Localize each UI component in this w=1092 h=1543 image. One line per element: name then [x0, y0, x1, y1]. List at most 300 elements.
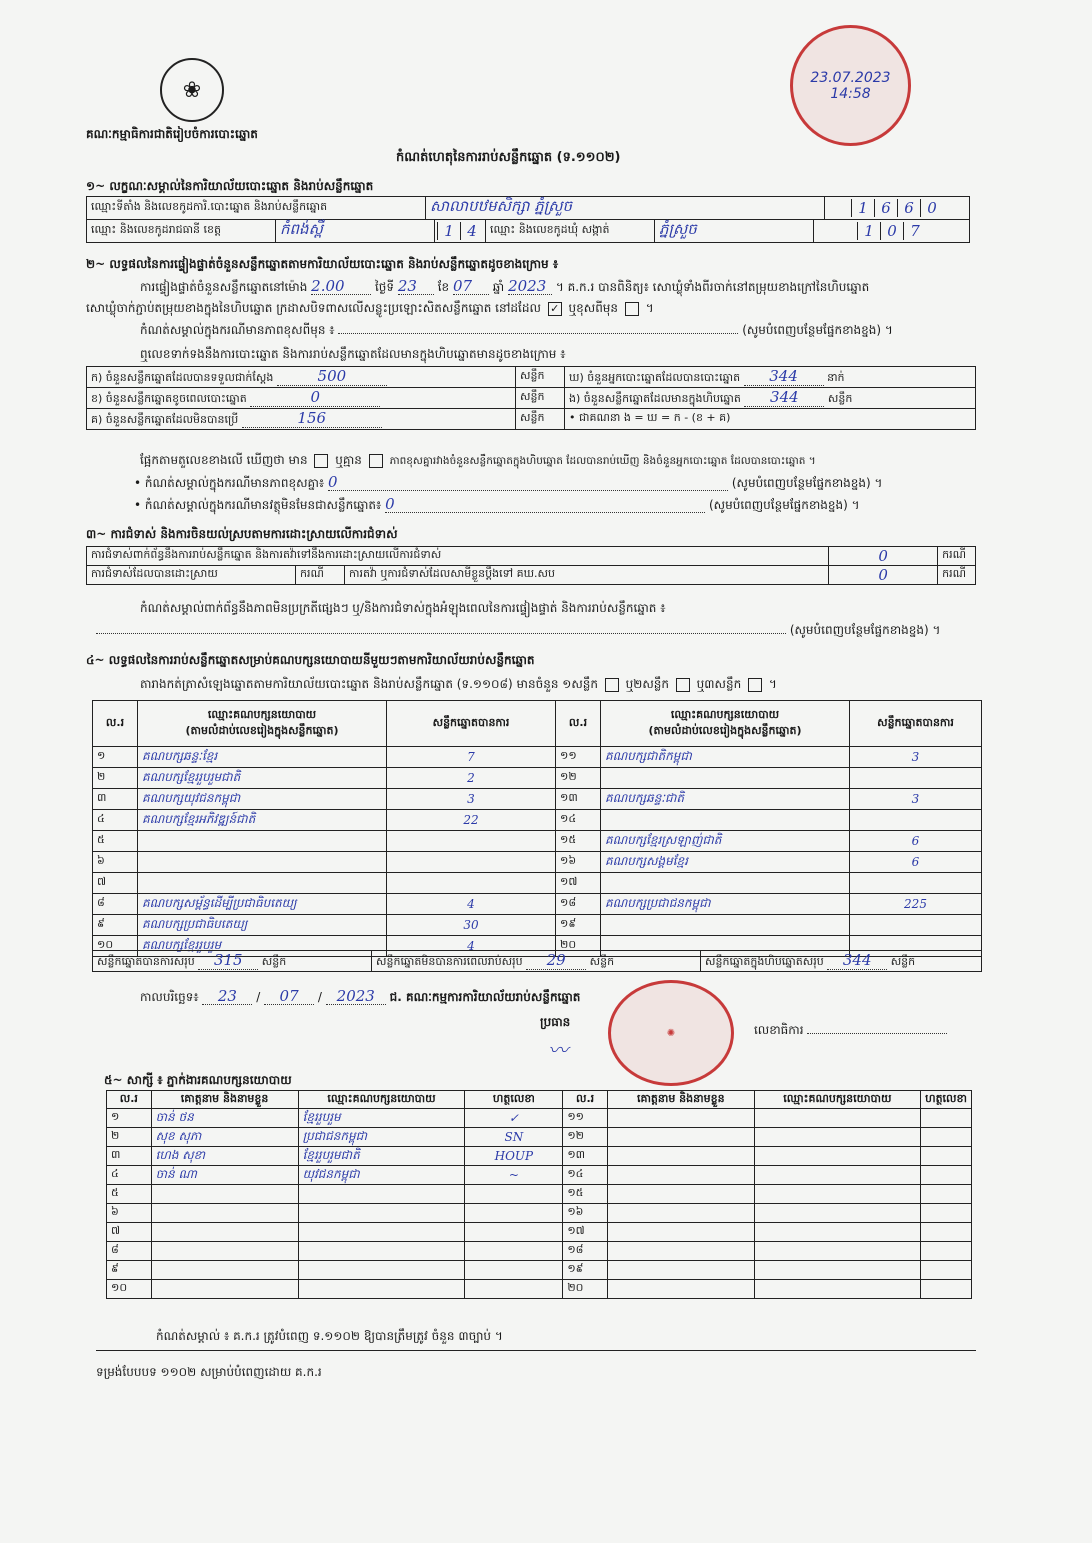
w-row-party — [298, 1242, 465, 1261]
s2-note-a — [134, 474, 882, 491]
w-row-party — [754, 1204, 920, 1223]
w-row-name — [607, 1242, 754, 1261]
w-row-sign — [921, 1242, 972, 1261]
received-stamp — [790, 25, 911, 146]
section5-heading: ៥~ សាក្សី ៖ ភ្នាក់ងារគណបក្សនយោបាយ — [104, 1073, 292, 1087]
table-row — [93, 894, 982, 915]
w-row-sign: HOUP — [465, 1147, 563, 1166]
w-row-name — [151, 1261, 298, 1280]
w-row-party: ប្រជាជនកម្ពុជា — [298, 1128, 465, 1147]
w-row-no: ១៩ — [563, 1261, 608, 1280]
w-row-no: ៦ — [107, 1204, 152, 1223]
s3-r1-value: 0 — [829, 547, 938, 566]
w-col-party-r: ឈ្មោះគណបក្សនយោបាយ — [754, 1091, 920, 1109]
table-row — [93, 873, 982, 894]
code-digit: 0 — [880, 222, 903, 240]
three-sheet-label: ឬ៣សន្លឹក — [696, 677, 742, 691]
s2-day: 23 — [398, 278, 434, 295]
date-month: 07 — [264, 988, 314, 1005]
w-row-party — [754, 1185, 920, 1204]
table-row — [107, 1204, 972, 1223]
s1-row1-label: ឈ្មោះទីតាំង និងលេខកូដការិ.បោះឆ្នោត និងរាប់សន្លឹកឆ្នោត — [87, 197, 426, 220]
note-a-value: 0 — [328, 474, 728, 491]
row-party — [601, 810, 850, 831]
code-digit: 1 — [857, 222, 880, 240]
section1-table — [86, 196, 970, 220]
row-no: ១៤ — [556, 810, 601, 831]
row-party: គណបក្សជាតិកម្ពុជា — [601, 747, 850, 768]
row-party — [138, 852, 387, 873]
s1-row1-code — [825, 197, 970, 220]
col-no-right: ល.រ — [556, 701, 601, 747]
stamp-date: 23.07.2023 — [810, 69, 891, 86]
row-party: គណបក្សយុវជនកម្ពុជា — [138, 789, 387, 810]
row-no: ១៥ — [556, 831, 601, 852]
row-votes: 225 — [850, 894, 982, 915]
w-row-sign — [465, 1185, 563, 1204]
table-row — [93, 810, 982, 831]
w-row-sign: ~ — [465, 1166, 563, 1185]
committee-label: ជ. គណៈកម្មការការិយាល័យរាប់សន្លឹកឆ្នោត — [389, 990, 581, 1004]
results-body — [93, 747, 982, 957]
s2-line2-text: សោឃ្លុំចាក់ភ្ជាប់តម្រុយខាងក្នុងនៃហិបឆ្នោត ក្រដាសបិទពាសលើសន្លូះប្រឡោះសិតសន្លឹកឆ្នោត នៅដដែល — [86, 301, 541, 315]
row-votes — [850, 810, 982, 831]
s2-line5-text: ផ្អែកតាមតួលេខខាងលើ ឃើញថា មាន — [140, 453, 308, 467]
fill-note: (សូមបំពេញបន្ថែមផ្នែកខាងខ្នង) ។ — [789, 623, 941, 637]
s2-line5 — [140, 452, 816, 469]
table-row — [93, 831, 982, 852]
s2-line1-tail: ។ គ.ក.រ បានពិនិត្យ៖ សោឃ្លុំទាំងពីរចាក់នៅតម្រុយខាងក្រៅនៃហិបឆ្នោត — [555, 280, 870, 294]
no-diff-label: ឬគ្មាន — [335, 453, 362, 467]
col-party-right — [601, 701, 850, 747]
row-party: គណបក្សឆន្ទៈជាតិ — [601, 789, 850, 810]
kh-unit: សន្លឹក — [516, 388, 565, 409]
w-row-sign: SN — [465, 1128, 563, 1147]
row-votes: 3 — [850, 747, 982, 768]
w-row-sign — [465, 1204, 563, 1223]
s2-line2: សោឃ្លុំចាក់ភ្ជាប់តម្រុយខាងក្នុងនៃហិបឆ្នោត ក្រដាសបិទពាសលើសន្លូះប្រឡោះសិតសន្លឹកឆ្នោត នៅដដែល ✓ ឬខុសពីមុន ។ — [86, 301, 654, 315]
s3-r2-unit-a: ករណី — [296, 566, 345, 585]
s2-line3-text: កំណត់សម្គាល់ក្នុងករណីមានភាពខុសពីមុន ៖ — [140, 323, 335, 337]
w-row-name — [151, 1185, 298, 1204]
total-box-label: សន្លឹកឆ្នោតក្នុងហិបឆ្នោតសរុប — [705, 955, 824, 968]
s2-year-label: ឆ្នាំ — [492, 280, 505, 294]
w-row-sign — [465, 1261, 563, 1280]
results-table — [92, 700, 982, 957]
s3-r2-label2: ការតវ៉ា ឬការជំទាស់ដែលសាមីខ្លួនប្តឹងទៅ គឃ.សប — [345, 566, 829, 585]
row-no: ៨ — [93, 894, 138, 915]
secretary-label: លេខាធិការ — [754, 1023, 804, 1037]
row-party — [138, 873, 387, 894]
row-votes: 2 — [387, 768, 556, 789]
w-row-name: ចាន់ ថន — [151, 1109, 298, 1128]
nec-logo-icon: ❀ — [160, 58, 224, 122]
table-row — [107, 1242, 972, 1261]
fill-note: (សូមបំពេញបន្ថែមផ្នែកខាងខ្នង) ។ — [742, 323, 893, 337]
ngg-unit: សន្លឹក — [827, 392, 853, 405]
row-no: ១១ — [556, 747, 601, 768]
section1-table-row2 — [86, 219, 970, 243]
s1-row2-value2: ភ្នំស្រួច — [655, 220, 814, 243]
s1-row2-label: ឈ្មោះ និងលេខកូដរាជធានី ខេត្ត — [87, 220, 276, 243]
row-votes: 3 — [850, 789, 982, 810]
row-party: គណបក្សខ្មែររួបរួម — [138, 936, 387, 957]
w-row-party — [298, 1185, 465, 1204]
w-row-party — [298, 1204, 465, 1223]
date-day: 23 — [202, 988, 252, 1005]
row-no: ៧ — [93, 873, 138, 894]
one-sheet-checkbox[interactable] — [605, 678, 619, 692]
section2-heading: ២~ លទ្ធផលនៃការផ្ទៀងផ្ទាត់ចំនួនសន្លឹកឆ្នោតតាមការិយាល័យបោះឆ្នោត និងរាប់សន្លឹកឆ្នោតដូចខាងក្រោម ៖ — [86, 257, 559, 271]
ngg-label: ង) ចំនួនសន្លឹកឆ្នោតដែលមានក្នុងហិបឆ្នោត — [569, 392, 741, 405]
chair-label: ប្រធាន — [540, 1015, 571, 1029]
total-invalid-unit: សន្លឹក — [589, 955, 615, 968]
w-row-no: ៥ — [107, 1185, 152, 1204]
footer-divider — [96, 1350, 976, 1351]
w-col-no-r: ល.រ — [563, 1091, 608, 1109]
col-party-sub: (តាមលំដាប់លេខរៀងក្នុងសន្លឹកឆ្នោត) — [185, 723, 339, 737]
w-row-sign — [921, 1128, 972, 1147]
date-label: កាលបរិច្ឆេទ៖ — [140, 990, 199, 1004]
g-value: 156 — [242, 409, 382, 428]
row-votes — [850, 873, 982, 894]
row-votes — [387, 852, 556, 873]
w-row-no: ៧ — [107, 1223, 152, 1242]
witness-body — [107, 1109, 972, 1299]
s3-note-line — [96, 622, 940, 638]
s5-footnote: កំណត់សម្គាល់ ៖ គ.ក.រ ត្រូវបំពេញ ទ.១១០២ ឱ្យបានត្រឹមត្រូវ ចំនួន ៣ច្បាប់ ។ — [156, 1329, 503, 1343]
row-no: ២០ — [556, 936, 601, 957]
fill-note: (សូមបំពេញបន្ថែមផ្នែកខាងខ្នង) ។ — [731, 476, 883, 490]
col-no: ល.រ — [93, 701, 138, 747]
row-no: ១០ — [93, 936, 138, 957]
s2-line3-dots — [338, 333, 738, 334]
g-label: គ) ចំនួនសន្លឹកឆ្នោតដែលមិនបានប្រើ — [91, 413, 239, 426]
s3-r2-unit-b: ករណី — [938, 566, 976, 585]
table-row — [107, 1280, 972, 1299]
s1-row1-value: សាលាបឋមសិក្សា ភ្នំស្រួច — [426, 197, 825, 220]
no-diff-checkbox[interactable] — [369, 454, 383, 468]
table-row — [107, 1166, 972, 1185]
g-unit: សន្លឹក — [516, 409, 565, 430]
row-votes — [850, 768, 982, 789]
s2-day-label: ថ្ងៃទី — [375, 280, 395, 294]
s2-line1-label: ការផ្ទៀងផ្ទាត់ចំនួនសន្លឹកឆ្នោតនៅម៉ោង — [140, 280, 308, 294]
diff-checkbox[interactable] — [625, 302, 639, 316]
w-row-party: ខ្មែររួបរួម — [298, 1109, 465, 1128]
w-row-name — [151, 1204, 298, 1223]
w-row-party — [754, 1280, 920, 1299]
w-row-no: ១១ — [563, 1109, 608, 1128]
row-votes: 7 — [387, 747, 556, 768]
w-row-party: ខ្មែររួបរួមជាតិ — [298, 1147, 465, 1166]
section1-heading: ១~ លក្ខណៈសម្គាល់នៃការិយាល័យបោះឆ្នោត និងរាប់សន្លឹកឆ្នោត — [86, 179, 374, 193]
row-votes: 4 — [387, 894, 556, 915]
w-row-sign — [921, 1223, 972, 1242]
ng-unit: នាក់ — [827, 371, 845, 384]
w-row-no: ១៨ — [563, 1242, 608, 1261]
w-row-no: ៨ — [107, 1242, 152, 1261]
table-row — [107, 1109, 972, 1128]
code-digit: 6 — [897, 199, 920, 217]
w-row-party — [754, 1128, 920, 1147]
code-digit: 0 — [920, 199, 943, 217]
w-row-party — [754, 1223, 920, 1242]
total-invalid-value: 29 — [526, 951, 586, 970]
row-party: គណបក្សខ្មែរអភិវឌ្ឍន៍ជាតិ — [138, 810, 387, 831]
w-col-no: ល.រ — [107, 1091, 152, 1109]
row-no: ១៣ — [556, 789, 601, 810]
row-no: ៥ — [93, 831, 138, 852]
total-valid-label: សន្លឹកឆ្នោតបានការសរុប — [97, 955, 195, 968]
row-party: គណបក្សសង្គមខ្មែរ — [601, 852, 850, 873]
w-row-sign — [921, 1147, 972, 1166]
row-no: ៣ — [93, 789, 138, 810]
code-digit: 4 — [460, 222, 483, 240]
s2-year: 2023 — [508, 278, 552, 295]
w-row-party — [298, 1280, 465, 1299]
s3-r2-value: 0 — [829, 566, 938, 585]
row-no: ១២ — [556, 768, 601, 789]
w-row-name — [607, 1166, 754, 1185]
table-row — [93, 915, 982, 936]
row-party: គណបក្សសម្ព័ន្ធដើម្បីប្រជាធិបតេយ្យ — [138, 894, 387, 915]
w-row-party — [298, 1223, 465, 1242]
total-valid-value: 315 — [198, 951, 258, 970]
w-row-name — [151, 1242, 298, 1261]
s4-sub-text: តារាងកត់ត្រាសំឡេងឆ្នោតតាមការិយាល័យបោះឆ្នោត និងរាប់សន្លឹកឆ្នោត (ទ.១១០៨) មានចំនួន ១សន្លឹក — [140, 677, 598, 691]
w-row-no: ១៧ — [563, 1223, 608, 1242]
col-party-sub: (តាមលំដាប់លេខរៀងក្នុងសន្លឹកឆ្នោត) — [648, 723, 802, 737]
s2-line3 — [140, 322, 893, 338]
w-row-party — [754, 1261, 920, 1280]
s2-count-table — [86, 366, 976, 430]
w-row-sign — [921, 1166, 972, 1185]
w-row-no: ១ — [107, 1109, 152, 1128]
row-votes: 6 — [850, 831, 982, 852]
s2-month-label: ខែ — [437, 280, 450, 294]
s2-line4: ឮលេខទាក់ទងនឹងការបោះឆ្នោត និងការរាប់សន្លឹកឆ្នោតដែលមានក្នុងហិបឆ្នោតមានដូចខាងក្រោម ៖ — [140, 347, 566, 361]
row-votes — [387, 831, 556, 852]
has-diff-checkbox[interactable] — [314, 454, 328, 468]
w-row-party — [754, 1166, 920, 1185]
w-row-name — [607, 1147, 754, 1166]
w-row-no: ១០ — [107, 1280, 152, 1299]
row-votes: 30 — [387, 915, 556, 936]
section4-heading: ៤~ លទ្ធផលនៃការរាប់សន្លឹកឆ្នោតសម្រាប់គណបក្សនយោបាយនីមួយៗតាមការិយាល័យរាប់សន្លឹកឆ្នោត — [86, 653, 535, 667]
row-party: គណបក្សឆន្ទៈខ្មែរ — [138, 747, 387, 768]
same-checkbox[interactable]: ✓ — [548, 302, 562, 316]
w-row-name — [607, 1261, 754, 1280]
chair-signature: 〰︎ — [548, 1038, 568, 1062]
row-no: ៦ — [93, 852, 138, 873]
section3-table — [86, 546, 976, 585]
ng-label: ឃ) ចំនួនអ្នកបោះឆ្នោតដែលបានបោះឆ្នោត — [569, 371, 741, 384]
w-row-sign — [465, 1223, 563, 1242]
two-sheet-label: ឬ២សន្លឹក — [625, 677, 670, 691]
row-votes: 22 — [387, 810, 556, 831]
row-no: ៤ — [93, 810, 138, 831]
s3-r1-unit: ករណី — [938, 547, 976, 566]
row-no: ៩ — [93, 915, 138, 936]
total-invalid-label: សន្លឹកឆ្នោតមិនបានការពេលរាប់សរុប — [376, 955, 523, 968]
table-row — [93, 747, 982, 768]
w-row-name — [151, 1223, 298, 1242]
col-votes-right: សន្លឹកឆ្នោតបានការ — [850, 701, 982, 747]
table-row — [107, 1128, 972, 1147]
w-row-no: ២០ — [563, 1280, 608, 1299]
w-row-no: ១៣ — [563, 1147, 608, 1166]
totals-table — [92, 950, 982, 972]
secretary-signature — [807, 1033, 947, 1034]
ng-value: 344 — [744, 367, 824, 386]
form-note: ទម្រង់បែបបទ ១១០២ សម្រាប់បំពេញដោយ គ.ក.រ — [96, 1365, 322, 1379]
w-row-party — [754, 1242, 920, 1261]
k-value: 500 — [277, 367, 387, 386]
table-row — [107, 1147, 972, 1166]
s1-row2-code2 — [814, 220, 970, 243]
total-valid-unit: សន្លឹក — [261, 955, 287, 968]
ngg-value: 344 — [744, 388, 824, 407]
w-col-party: ឈ្មោះគណបក្សនយោបាយ — [298, 1091, 465, 1109]
w-row-sign — [921, 1109, 972, 1128]
s2-time: 2.00 — [311, 278, 371, 295]
s2-line5-tail: ភាពខុសគ្នារវាងចំនួនសន្លឹកឆ្នោតក្នុងហិបឆ្នោត ដែលបានរាប់ឃើញ និងចំនួនអ្នកបោះឆ្នោត ដែលបានបោះឆ្នោត ។ — [389, 455, 816, 467]
s4-sub: តារាងកត់ត្រាសំឡេងឆ្នោតតាមការិយាល័យបោះឆ្នោត និងរាប់សន្លឹកឆ្នោត (ទ.១១០៨) មានចំនួន ១សន្លឹក ឬ២សន្លឹក ឬ៣សន្លឹក ។ — [140, 677, 777, 691]
s1-row2-label2: ឈ្មោះ និងលេខកូដឃុំ សង្កាត់ — [486, 220, 655, 243]
s2-month: 07 — [453, 278, 489, 295]
w-row-name — [607, 1185, 754, 1204]
s3-r1-label: ការជំទាស់ពាក់ព័ន្ធនឹងការរាប់សន្លឹកឆ្នោត និងការតវ៉ាទៅនឹងការដោះស្រាយលើការជំទាស់ — [87, 547, 829, 566]
w-row-name — [607, 1223, 754, 1242]
w-row-name: ហេង សុខា — [151, 1147, 298, 1166]
w-row-name — [607, 1128, 754, 1147]
row-no: ១៨ — [556, 894, 601, 915]
row-party — [601, 915, 850, 936]
w-row-sign — [921, 1204, 972, 1223]
witness-table — [106, 1090, 972, 1299]
w-col-sign-r: ហត្ថលេខា — [921, 1091, 972, 1109]
w-row-name — [607, 1109, 754, 1128]
w-row-no: ១២ — [563, 1128, 608, 1147]
row-votes: 6 — [850, 852, 982, 873]
col-party — [138, 701, 387, 747]
org-name: គណៈកម្មាធិការជាតិរៀបចំការបោះឆ្នោត — [86, 127, 258, 141]
w-row-sign — [465, 1242, 563, 1261]
date-year: 2023 — [326, 988, 386, 1005]
w-row-no: ៩ — [107, 1261, 152, 1280]
w-row-sign — [921, 1280, 972, 1299]
total-box-unit: សន្លឹក — [890, 955, 916, 968]
row-votes — [850, 915, 982, 936]
row-no: ១៧ — [556, 873, 601, 894]
code-digit: 1 — [851, 199, 874, 217]
w-row-sign — [921, 1261, 972, 1280]
row-party: គណបក្សខ្មែរស្រឡាញ់ជាតិ — [601, 831, 850, 852]
s4-date-line: កាលបរិច្ឆេទ៖ 23 / 07 / 2023 ជ. គណៈកម្មការការិយាល័យរាប់សន្លឹកឆ្នោត — [140, 987, 581, 1005]
two-sheet-checkbox[interactable] — [676, 678, 690, 692]
s3-note: កំណត់សម្គាល់ពាក់ព័ន្ធនឹងភាពមិនប្រក្រតីផ្សេងៗ ឬ/និងការជំទាស់ក្នុងអំឡុងពេលនៃការផ្ទៀងផ្ទាត់ និងការរាប់សន្លឹកឆ្នោត ៖ — [140, 601, 666, 615]
w-row-name — [151, 1280, 298, 1299]
committee-seal-icon: ✺ — [608, 980, 734, 1086]
row-no: ២ — [93, 768, 138, 789]
w-row-no: ៣ — [107, 1147, 152, 1166]
row-no: ១៩ — [556, 915, 601, 936]
kh-value: 0 — [250, 388, 380, 407]
w-col-name: គោត្តនាម និងនាមខ្លួន — [151, 1091, 298, 1109]
three-sheet-checkbox[interactable] — [748, 678, 762, 692]
fill-note: (សូមបំពេញបន្ថែមផ្នែកខាងខ្នង) ។ — [708, 498, 860, 512]
w-row-no: ២ — [107, 1128, 152, 1147]
table-row — [93, 768, 982, 789]
w-row-no: ១៦ — [563, 1204, 608, 1223]
form-title: កំណត់ហេតុនៃការរាប់សន្លឹកឆ្នោត (ទ.១១០២) — [396, 150, 621, 165]
table-row — [107, 1261, 972, 1280]
w-row-no: ១៤ — [563, 1166, 608, 1185]
table-row — [107, 1223, 972, 1242]
note-b-label: • កំណត់សម្គាល់ក្នុងករណីមានវត្ថុមិនមែនជាសន្លឹកឆ្នោត៖ — [134, 498, 382, 512]
w-row-name — [607, 1280, 754, 1299]
code-digit: 1 — [437, 222, 460, 240]
secretary-line — [754, 1022, 947, 1038]
col-votes: សន្លឹកឆ្នោតបានការ — [387, 701, 556, 747]
row-party — [601, 873, 850, 894]
code-digit: 7 — [903, 222, 926, 240]
code-digit: 6 — [874, 199, 897, 217]
w-col-name-r: គោត្តនាម និងនាមខ្លួន — [607, 1091, 754, 1109]
row-votes: 3 — [387, 789, 556, 810]
row-party — [601, 768, 850, 789]
w-row-party: យុវជនកម្ពុជា — [298, 1166, 465, 1185]
w-row-name — [607, 1204, 754, 1223]
table-row — [93, 852, 982, 873]
section3-heading: ៣~ ការជំទាស់ និងការចិនយល់ស្របតាមការដោះស្រាយលើការជំទាស់ — [86, 527, 398, 541]
note-b-value: 0 — [385, 496, 705, 513]
kh-label: ខ) ចំនួនសន្លឹកឆ្នោតខូចពេលបោះឆ្នោត — [91, 392, 247, 405]
s2-line1 — [140, 278, 869, 295]
table-row — [93, 789, 982, 810]
table-row — [107, 1185, 972, 1204]
row-votes — [387, 873, 556, 894]
w-row-name: ចាន់ ណា — [151, 1166, 298, 1185]
stamp-time: 14:58 — [830, 85, 871, 102]
s3-note-dots — [96, 633, 786, 634]
diff-label: ឬខុសពីមុន — [568, 301, 619, 315]
row-party: គណបក្សប្រជាធិបតេយ្យ — [138, 915, 387, 936]
note-a-label: • កំណត់សម្គាល់ក្នុងករណីមានភាពខុសគ្នា៖ — [134, 476, 325, 490]
row-party — [138, 831, 387, 852]
row-no: ១ — [93, 747, 138, 768]
k-unit: សន្លឹក — [516, 367, 565, 388]
col-party-title: ឈ្មោះគណបក្សនយោបាយ — [207, 707, 317, 721]
w-col-sign: ហត្ថលេខា — [465, 1091, 563, 1109]
row-no: ១៦ — [556, 852, 601, 873]
s1-row2-code — [435, 220, 486, 243]
w-row-party — [298, 1261, 465, 1280]
s2-note-b — [134, 496, 860, 513]
total-box-value: 344 — [827, 951, 887, 970]
w-row-sign — [921, 1185, 972, 1204]
col-party-title: ឈ្មោះគណបក្សនយោបាយ — [670, 707, 780, 721]
w-row-party — [754, 1109, 920, 1128]
w-row-no: ១៥ — [563, 1185, 608, 1204]
k-label: ក) ចំនួនសន្លឹកឆ្នោតដែលបានទទួលជាក់ស្តែង — [91, 371, 274, 384]
s1-row2-value: កំពង់ស្ពឺ — [276, 220, 435, 243]
row-party: គណបក្សប្រជាជនកម្ពុជា — [601, 894, 850, 915]
row-party: គណបក្សខ្មែររួបរួមជាតិ — [138, 768, 387, 789]
row-votes: 4 — [387, 936, 556, 957]
w-row-name: សុខ សុភា — [151, 1128, 298, 1147]
